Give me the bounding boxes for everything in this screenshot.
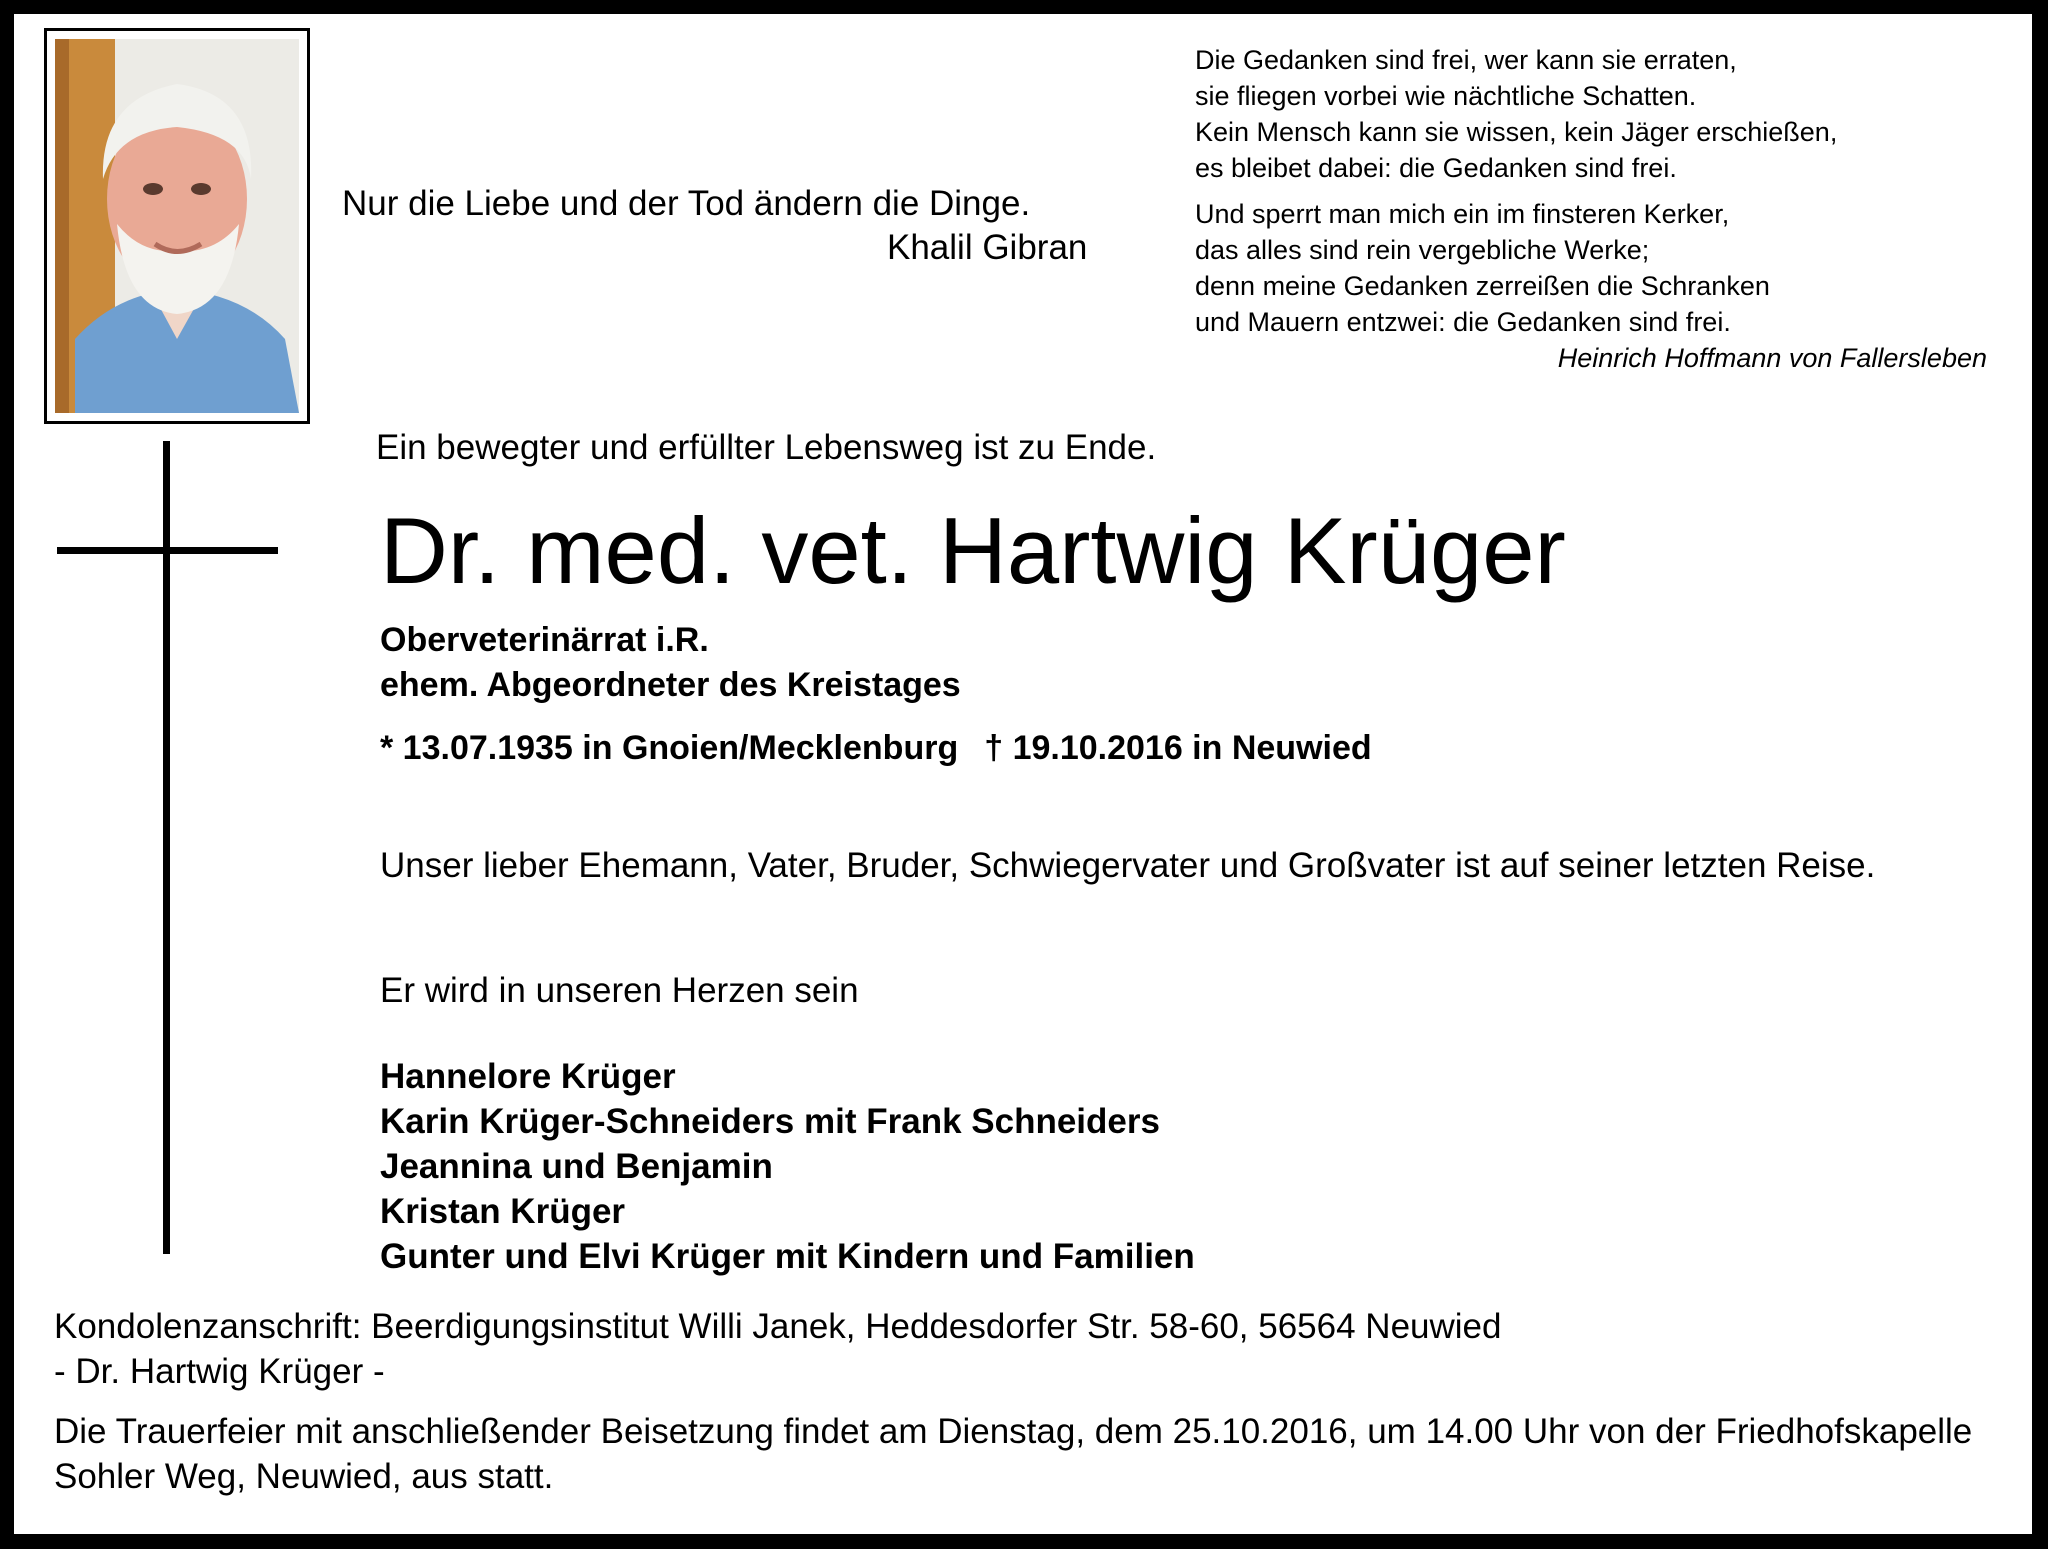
poem-stanza <box>1195 42 1995 186</box>
poem-line: sie fliegen vorbei wie nächtliche Schatten. <box>1195 81 1697 111</box>
condolence-line: - Dr. Hartwig Krüger - <box>54 1352 385 1391</box>
poem-line: Kein Mensch kann sie wissen, kein Jäger erschießen, <box>1195 117 1838 147</box>
remembrance-line: Er wird in unseren Herzen sein <box>380 971 859 1010</box>
cross-icon-bar <box>57 547 278 554</box>
mourner-name: Karin Krüger-Schneiders mit Frank Schneiders <box>380 1102 1160 1141</box>
poem-line: denn meine Gedanken zerreißen die Schranken <box>1195 271 1770 301</box>
portrait-frame <box>44 28 310 424</box>
title-line: Oberveterinärrat i.R. <box>380 621 709 659</box>
mourner-name: Hannelore Krüger <box>380 1057 676 1096</box>
poem-stanza <box>1195 196 1995 376</box>
mourners-list <box>380 1054 1195 1279</box>
portrait-photo <box>55 39 299 413</box>
poem-line: es bleibet dabei: die Gedanken sind frei. <box>1195 153 1677 183</box>
poem-block <box>1195 42 1995 386</box>
opening-quote <box>342 182 1122 270</box>
title-line: ehem. Abgeordneter des Kreistages <box>380 666 961 704</box>
condolence-line: Kondolenzanschrift: Beerdigungsinstitut Willi Janek, Heddesdorfer Str. 58-60, 56564 Neuwied <box>54 1307 1502 1346</box>
cross-icon <box>163 441 170 1254</box>
life-dates <box>380 726 1372 770</box>
condolence-address <box>54 1304 1502 1394</box>
poem-line: Und sperrt man mich ein im finsteren Kerker, <box>1195 199 1730 229</box>
poem-line: das alles sind rein vergebliche Werke; <box>1195 235 1650 265</box>
poem-line: Die Gedanken sind frei, wer kann sie erraten, <box>1195 45 1737 75</box>
quote-text: Nur die Liebe und der Tod ändern die Dinge. <box>342 184 1031 223</box>
deceased-name: Dr. med. vet. Hartwig Krüger <box>380 498 1566 603</box>
family-message: Unser lieber Ehemann, Vater, Bruder, Schwiegervater und Großvater ist auf seiner letzten Reise. <box>380 846 1876 885</box>
mourner-name: Kristan Krüger <box>380 1192 626 1231</box>
poem-author: Heinrich Hoffmann von Fallersleben <box>1557 343 1987 373</box>
obituary-sheet <box>14 14 2032 1534</box>
intro-line: Ein bewegter und erfüllter Lebensweg ist zu Ende. <box>376 428 1157 467</box>
deceased-titles <box>380 618 961 708</box>
portrait-illustration <box>55 39 299 413</box>
poem-line: und Mauern entzwei: die Gedanken sind frei. <box>1195 307 1731 337</box>
quote-author: Khalil Gibran <box>887 228 1088 267</box>
death-date: † 19.10.2016 in Neuwied <box>984 729 1372 767</box>
mourner-name: Jeannina und Benjamin <box>380 1147 773 1186</box>
birth-date: * 13.07.1935 in Gnoien/Mecklenburg <box>380 729 959 767</box>
mourner-name: Gunter und Elvi Krüger mit Kindern und Familien <box>380 1237 1195 1276</box>
ceremony-info: Die Trauerfeier mit anschließender Beisetzung findet am Dienstag, dem 25.10.2016, um 14.00 Uhr von der Friedhofskapelle Sohler Weg, Neuwied, aus statt. <box>54 1412 1973 1496</box>
